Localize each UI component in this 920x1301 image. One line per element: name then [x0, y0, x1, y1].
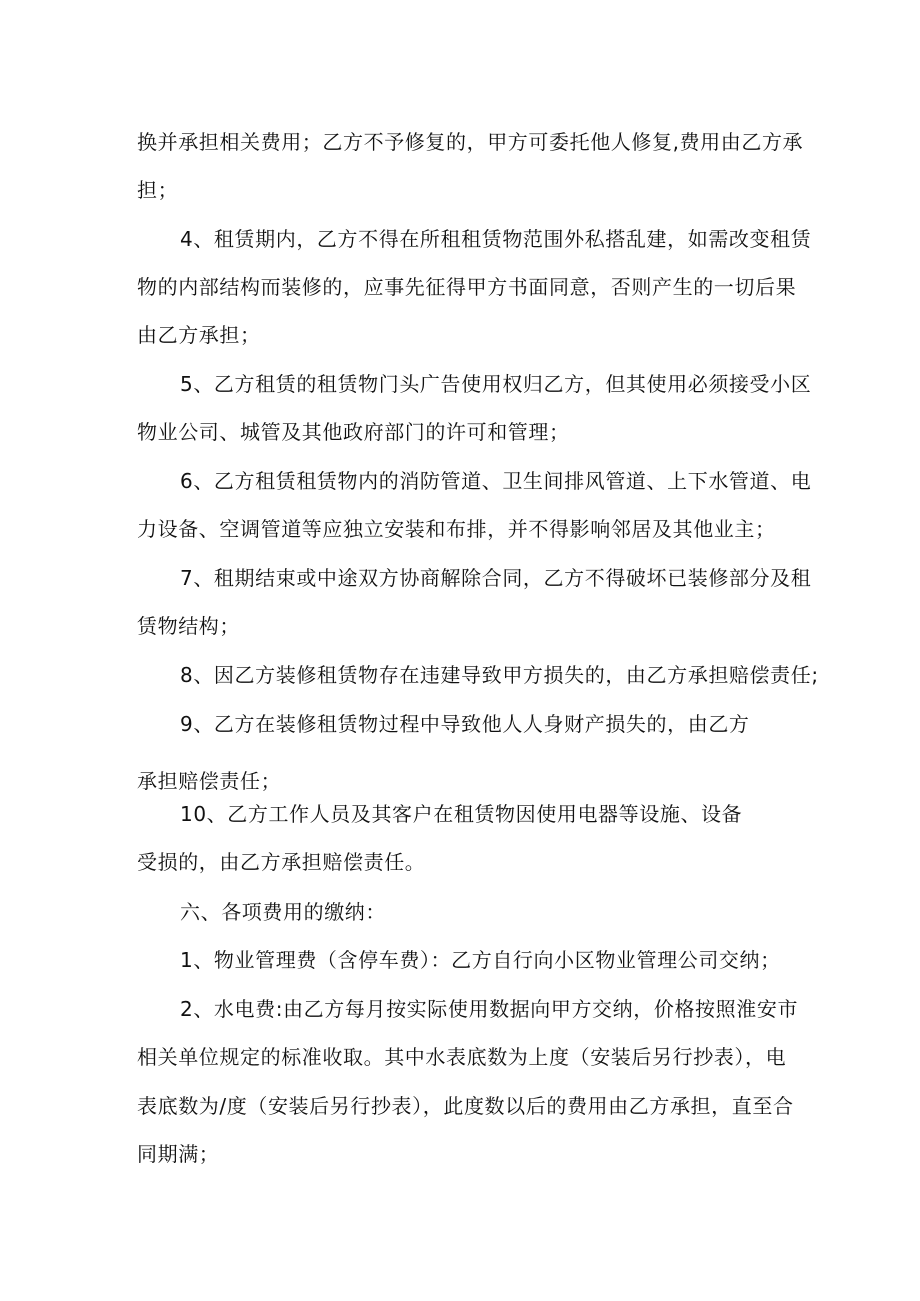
text-line-8: 6、乙方租赁租赁物内的消防管道、卫生间排风管道、上下水管道、电: [180, 469, 812, 493]
text-line-7: 物业公司、城管及其他政府部门的许可和管理；: [137, 420, 570, 444]
text-line-6: 5、乙方租赁的租赁物门头广告使用权归乙方，但其使用必须接受小区: [180, 372, 812, 396]
text-line-10: 7、租期结束或中途双方协商解除合同，乙方不得破坏已装修部分及租: [180, 566, 812, 590]
text-line-14: 承担赔偿责任；: [137, 769, 282, 793]
text-line-22: 同期满；: [137, 1142, 220, 1166]
text-line-13: 9、乙方在装修租赁物过程中导致他人人身财产损失的，由乙方: [180, 712, 750, 736]
section-heading-fees: 六、各项费用的缴纳：: [180, 900, 386, 924]
text-line-3: 4、租赁期内，乙方不得在所租租赁物范围外私搭乱建，如需改变租赁: [180, 227, 812, 251]
text-line-5: 由乙方承担；: [137, 323, 261, 347]
text-line-20: 相关单位规定的标准收取。其中水表底数为上度（安装后另行抄表），电: [137, 1045, 787, 1069]
text-line-18: 1、物业管理费（含停车费）：乙方自行向小区物业管理公司交纳；: [180, 948, 781, 972]
text-line-4: 物的内部结构而装修的，应事先征得甲方书面同意，否则产生的一切后果: [137, 275, 797, 299]
text-line-21: 表底数为/度（安装后另行抄表），此度数以后的费用由乙方承担，直至合: [137, 1094, 794, 1118]
text-line-9: 力设备、空调管道等应独立安装和布排，并不得影响邻居及其他业主；: [137, 517, 776, 541]
text-line-16: 受损的，由乙方承担赔偿责任。: [137, 850, 426, 874]
text-line-12: 8、因乙方装修租赁物存在违建导致甲方损失的，由乙方承担赔偿责任;: [180, 663, 819, 687]
text-line-11: 赁物结构；: [137, 614, 240, 638]
text-line-15: 10、乙方工作人员及其客户在租赁物因使用电器等设施、设备: [180, 802, 743, 826]
text-line-2: 担；: [137, 178, 179, 202]
text-line-19: 2、水电费:由乙方每月按实际使用数据向甲方交纳，价格按照淮安市: [180, 997, 799, 1021]
text-line-1: 换并承担相关费用；乙方不予修复的，甲方可委托他人修复,费用由乙方承: [137, 130, 804, 154]
